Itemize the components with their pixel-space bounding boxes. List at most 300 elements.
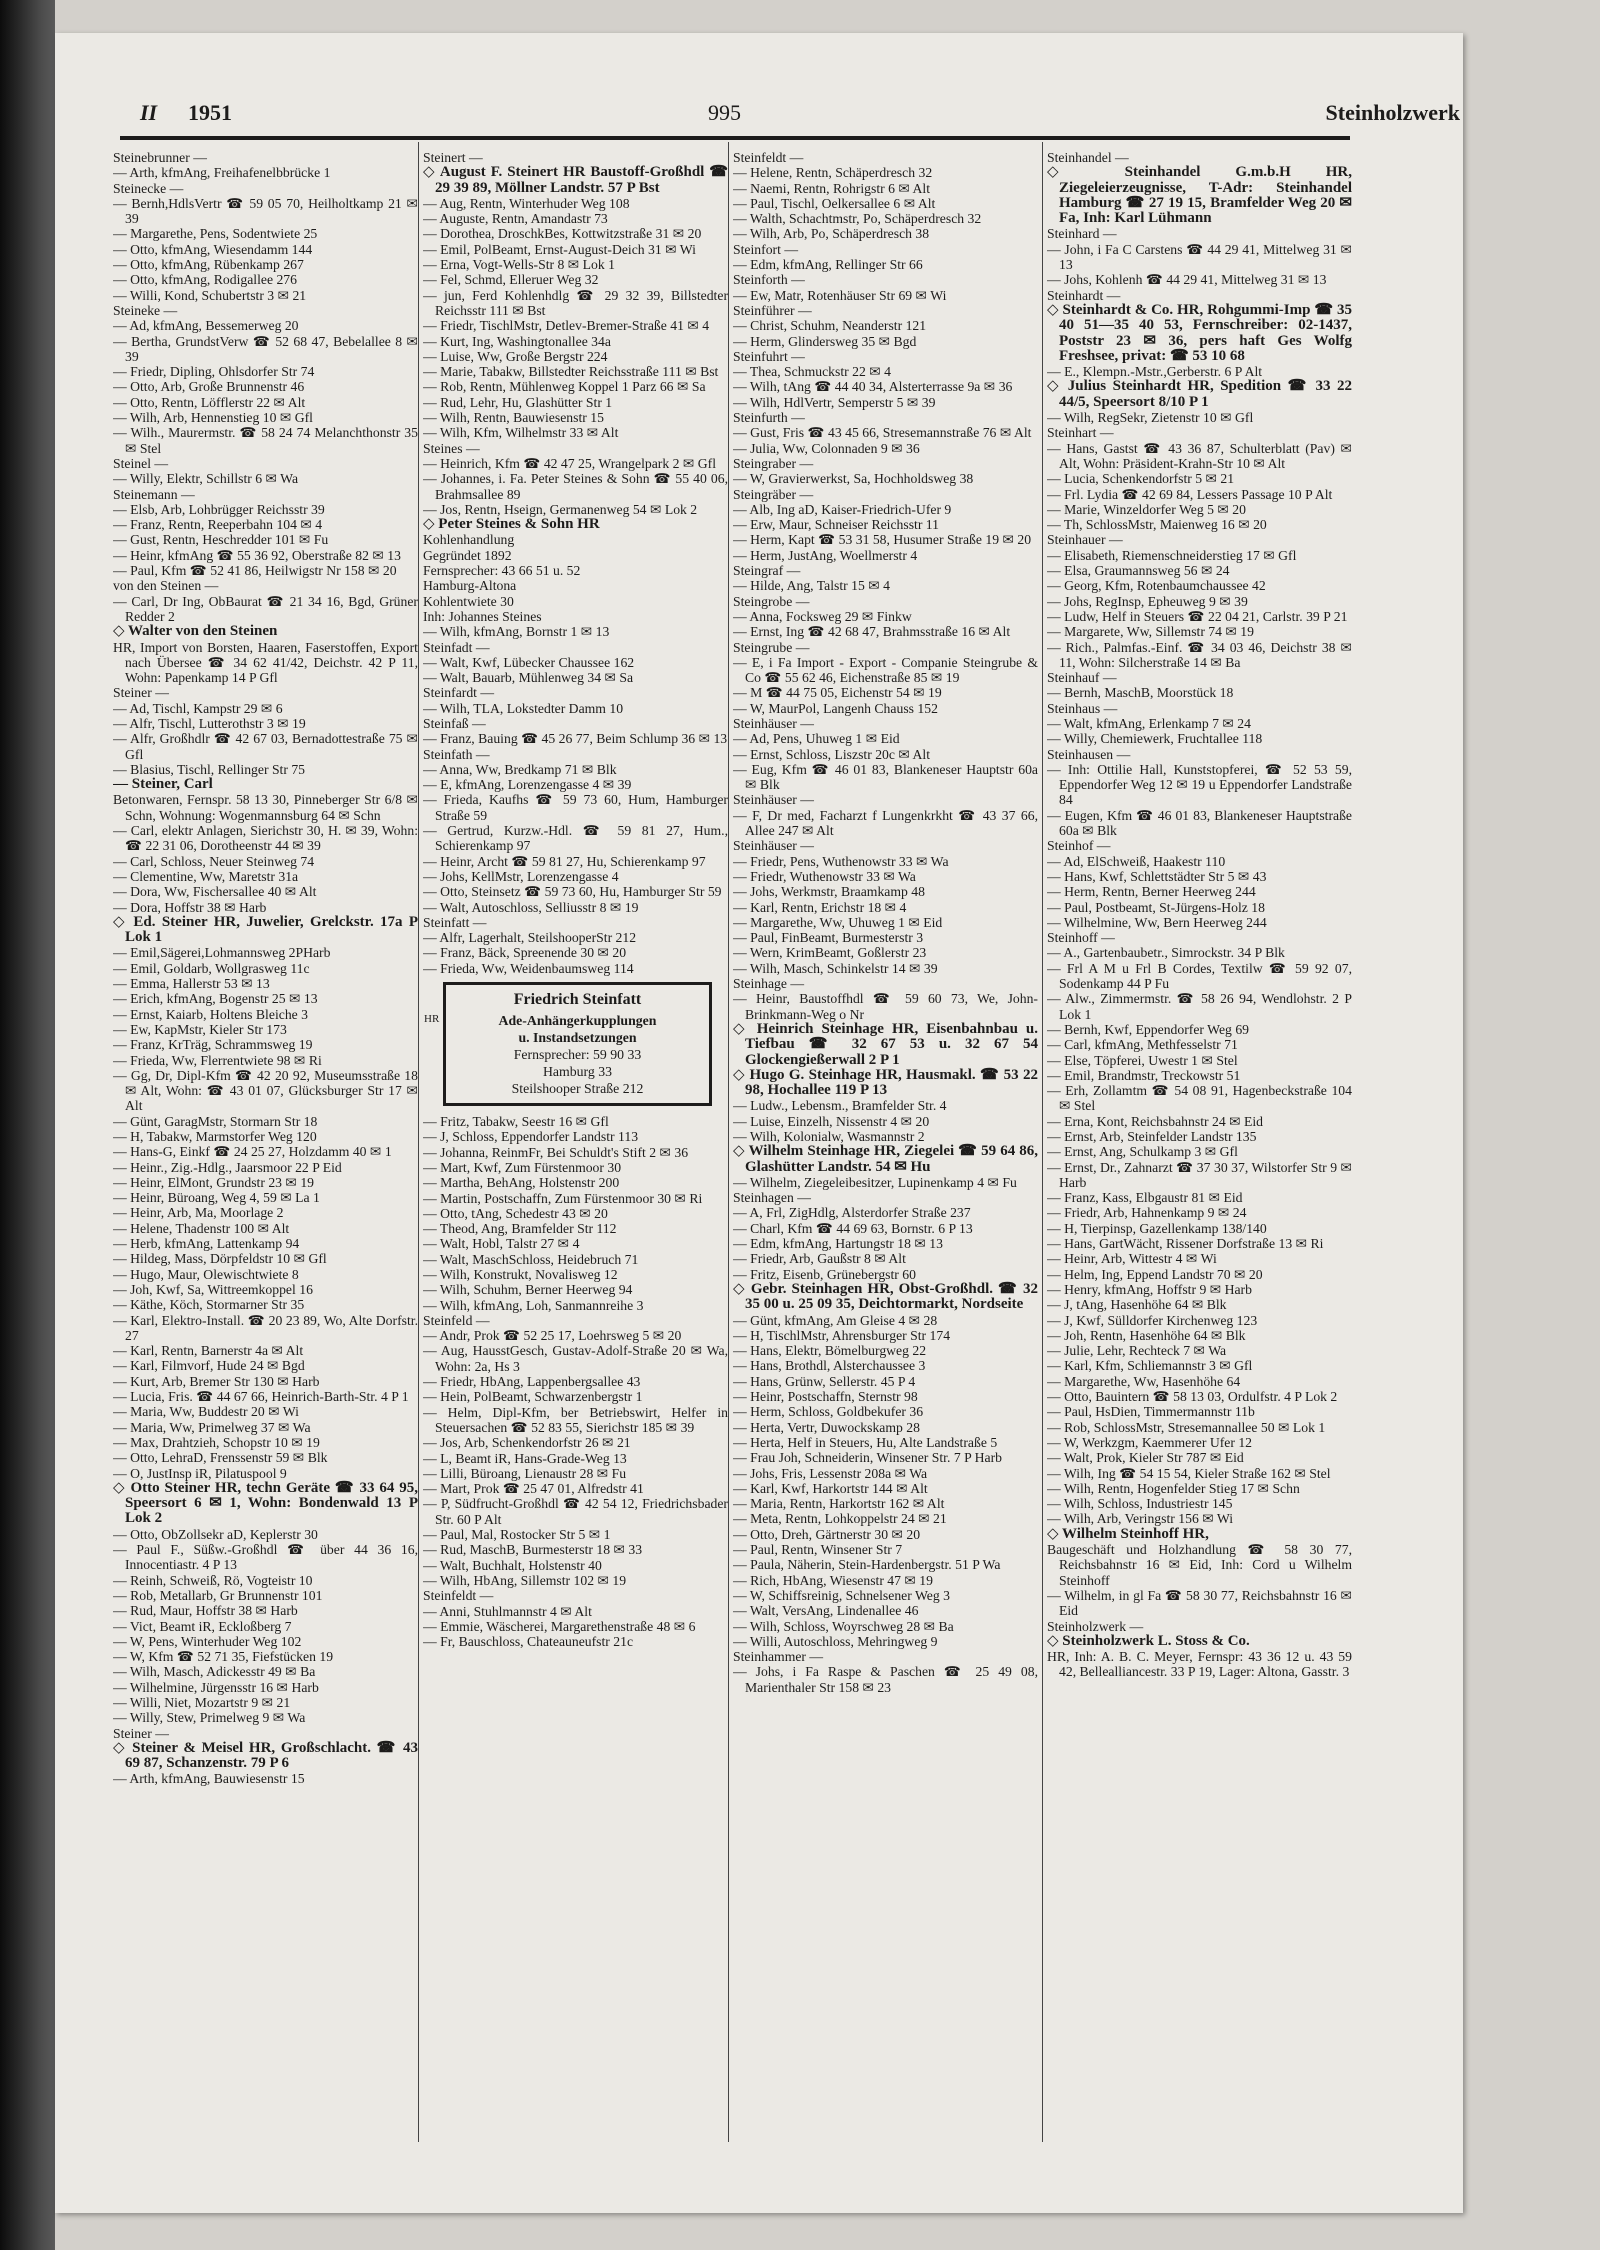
directory-entry: — H, Tierpinsp, Gazellenkamp 138/140 <box>1047 1220 1267 1236</box>
directory-entry: Steinecke — <box>113 180 184 196</box>
directory-entry: — Gust, Rentn, Heschredder 101 ✉ Fu <box>113 532 329 548</box>
directory-entry: — Johs, KellMstr, Lorenzengasse 4 <box>423 868 619 884</box>
directory-entry: Steinhart — <box>1047 425 1114 441</box>
directory-entry: — Paul, Rentn, Winsener Str 7 <box>733 1542 903 1558</box>
directory-entry: — Edm, kfmAng, Rellinger Str 66 <box>733 257 923 273</box>
directory-entry: — Hans, Grünw, Sellerstr. 45 P 4 <box>733 1373 916 1389</box>
directory-entry: — Emma, Hallerstr 53 ✉ 13 <box>113 976 270 992</box>
directory-entry: — Friedr, HbAng, Lappenbergsallee 43 <box>423 1374 641 1390</box>
directory-entry: — Joh, Kwf, Sa, Wittreemkoppel 16 <box>113 1281 313 1297</box>
directory-entry: ◇ Steinholzwerk L. Stoss & Co. <box>1047 1632 1250 1649</box>
directory-entry: — Heinr, Postschaffn, Sternstr 98 <box>733 1389 918 1405</box>
directory-entry: — Ernst, Kaiarb, Holtens Bleiche 3 <box>113 1006 309 1022</box>
ad-company-name: Friedrich Steinfatt <box>513 991 642 1009</box>
directory-entry: — Herm, Rentn, Berner Heerweg 244 <box>1047 884 1256 900</box>
directory-entry: — Ernst, Arb, Steinfelder Landstr 135 <box>1047 1129 1257 1144</box>
directory-entry: — A., Gartenbaubetr., Simrockstr. 34 P Blk <box>1047 945 1285 961</box>
directory-entry: — Rud, MaschB, Burmesterstr 18 ✉ 33 <box>423 1542 643 1558</box>
directory-entry: ◇ Heinrich Steinhage HR, Eisenbahnbau u. Tiefbau ☎ 32 67 53 u. 32 67 54 Glockengießerwall 2 P 1 <box>733 1020 1038 1068</box>
directory-entry: Steinfatt — <box>423 914 487 930</box>
directory-entry: Steinhäuser — <box>733 792 814 808</box>
directory-entry: — Karl, Kwf, Harkortstr 144 ✉ Alt <box>733 1480 928 1496</box>
directory-entry: Inh: Johannes Steines <box>423 608 542 624</box>
directory-entry: — Franz, KrTräg, Schrammsweg 19 <box>113 1037 313 1053</box>
directory-entry: — Rob, SchlossMstr, Stresemannallee 50 ✉ Lok 1 <box>1047 1419 1326 1435</box>
directory-entry: Steinfurth — <box>733 410 805 426</box>
directory-entry: — Georg, Kfm, Rotenbaumchaussee 42 <box>1047 578 1266 594</box>
directory-entry: — Wilhelmine, Ww, Bern Heerweg 244 <box>1047 914 1267 930</box>
directory-entry: — Auguste, Rentn, Amandastr 73 <box>423 211 608 227</box>
directory-entry: — Rich., Palmfas.-Einf. ☎ 34 03 46, Deichstr 38 ✉ 11, Wohn: Silcherstraße 14 ✉ Ba <box>1047 639 1352 670</box>
directory-entry: — Willy, Elektr, Schillstr 6 ✉ Wa <box>113 471 299 487</box>
directory-entry: — Joh, Rentn, Hasenhöhe 64 ✉ Blk <box>1047 1327 1246 1343</box>
directory-entry: Steineke — <box>113 302 178 318</box>
directory-entry: — Rud, Lehr, Hu, Glashütter Str 1 <box>423 394 613 410</box>
directory-entry: — Herta, Helf in Steuers, Hu, Alte Landstraße 5 <box>733 1434 998 1450</box>
directory-entry: — Ad, kfmAng, Bessemerweg 20 <box>113 318 299 334</box>
directory-entry: Fernsprecher: 43 66 51 u. 52 <box>423 563 581 579</box>
directory-entry: — Julie, Lehr, Rechteck 7 ✉ Wa <box>1047 1343 1227 1359</box>
directory-entry: — Willi, Niet, Mozartstr 9 ✉ 21 <box>113 1694 291 1710</box>
directory-entry: — Wilh, Masch, Adickesstr 49 ✉ Ba <box>113 1664 316 1680</box>
directory-entry: — Mart, Prok ☎ 25 47 01, Alfredstr 41 <box>423 1481 644 1497</box>
directory-entry: Steingräber — <box>733 486 814 502</box>
directory-entry: — Otto, Dreh, Gärtnerstr 30 ✉ 20 <box>733 1526 921 1542</box>
column-3 <box>733 150 1038 2150</box>
directory-entry: — H, TischlMstr, Ahrensburger Str 174 <box>733 1327 951 1343</box>
directory-entry: — Margarete, Ww, Sillemstr 74 ✉ 19 <box>1047 624 1254 640</box>
directory-entry: — Dora, Hoffstr 38 ✉ Harb <box>113 899 267 915</box>
directory-entry: Steinhäuser — <box>733 715 814 731</box>
directory-entry: — Christ, Schuhm, Neanderstr 121 <box>733 318 927 334</box>
directory-entry: — Günt, GaragMstr, Stormarn Str 18 <box>113 1113 318 1129</box>
directory-entry: — Gertrud, Kurzw.-Hdl. ☎ 59 81 27, Hum., Schierenkamp 97 <box>423 823 728 854</box>
directory-entry: — Thea, Schmuckstr 22 ✉ 4 <box>733 364 891 380</box>
directory-entry: — Willi, Kond, Schubertstr 3 ✉ 21 <box>113 287 307 303</box>
directory-entry: — W, Gravierwerkst, Sa, Hochholdsweg 38 <box>733 471 974 487</box>
directory-entry: — Walth, Schachtmstr, Po, Schäperdresch 32 <box>733 211 982 227</box>
directory-entry: — Aug, Rentn, Winterhuder Weg 108 <box>423 195 630 211</box>
directory-entry: Steinhäuser — <box>733 838 814 854</box>
directory-entry: — Otto, LehraD, Frenssenstr 59 ✉ Blk <box>113 1450 328 1466</box>
directory-entry: — Anni, Stuhlmannstr 4 ✉ Alt <box>423 1603 592 1619</box>
directory-entry: — Erw, Maur, Schneiser Reichsstr 11 <box>733 517 939 533</box>
directory-entry: — Heinr, Baustoffhdl ☎ 59 60 73, We, John-Brinkmann-Weg o Nr <box>733 991 1038 1022</box>
directory-entry: — Otto, Arb, Große Brunnenstr 46 <box>113 379 305 395</box>
directory-entry: — Vict, Beamt iR, Eckloßberg 7 <box>113 1618 292 1634</box>
directory-entry: — Wilhelm, Ziegeleibesitzer, Lupinenkamp 4 ✉ Fu <box>733 1174 1017 1190</box>
directory-entry: — Walt, Buchhalt, Holstenstr 40 <box>423 1557 602 1573</box>
directory-entry: — Fritz, Tabakw, Seestr 16 ✉ Gfl <box>423 1114 609 1130</box>
directory-entry: — Helene, Thadenstr 100 ✉ Alt <box>113 1220 290 1236</box>
directory-entry: — Wilh, Kolonialw, Wasmannstr 2 <box>733 1129 925 1144</box>
directory-entry: Steinforth — <box>733 272 805 288</box>
directory-entry: — Arth, kfmAng, Freihafenelbbrücke 1 <box>113 165 331 181</box>
directory-entry: — Alfr, Großhdlr ☎ 42 67 03, Bernadottestraße 75 ✉ Gfl <box>113 731 418 762</box>
directory-entry: Steinfuhrt — <box>733 348 805 364</box>
directory-entry: — Frieda, Kaufhs ☎ 59 73 60, Hum, Hamburger Straße 59 <box>423 792 728 823</box>
volume-number: II <box>140 100 158 125</box>
directory-entry: — Anna, Ww, Bredkamp 71 ✉ Blk <box>423 761 617 777</box>
directory-entry: — Alb, Ing aD, Kaiser-Friedrich-Ufer 9 <box>733 501 952 517</box>
ad-hr-mark: HR <box>424 1013 440 1026</box>
directory-entry: — Walt, Bauarb, Mühlenweg 34 ✉ Sa <box>423 670 634 686</box>
directory-entry: — Rich, HbAng, Wiesenstr 47 ✉ 19 <box>733 1572 933 1588</box>
directory-entry: — Naemi, Rentn, Rohrigstr 6 ✉ Alt <box>733 180 930 196</box>
column-divider <box>418 142 419 2142</box>
directory-entry: — Wilh, Rentn, Bauwiesenstr 15 <box>423 410 604 426</box>
directory-entry: — Gg, Dr, Dipl-Kfm ☎ 42 20 92, Museumsstraße 18 ✉ Alt, Wohn: ☎ 43 01 07, Glücksburger Str 17 ✉ Alt <box>113 1067 418 1114</box>
directory-entry: — Lucia, Fris. ☎ 44 67 66, Heinrich-Barth-Str. 4 P 1 <box>113 1389 409 1405</box>
directory-entry: — Karl, Filmvorf, Hude 24 ✉ Bgd <box>113 1358 305 1374</box>
directory-entry: — Emmie, Wäscherei, Margarethenstraße 48 ✉ 6 <box>423 1618 696 1634</box>
directory-entry: Steinhoff — <box>1047 930 1115 946</box>
page-number: 995 <box>708 100 741 125</box>
directory-entry: — L, Beamt iR, Hans-Grade-Weg 13 <box>423 1450 627 1466</box>
directory-entry: — Otto, Bauintern ☎ 58 13 03, Ordulfstr. 4 P Lok 2 <box>1047 1389 1338 1405</box>
directory-entry: — Meta, Rentn, Lohkoppelstr 24 ✉ 21 <box>733 1511 947 1527</box>
directory-entry: ◇ Otto Steiner HR, techn Geräte ☎ 33 64 95, Speersort 6 ✉ 1, Wohn: Bondenwald 13 P Lok 2 <box>113 1479 418 1527</box>
directory-entry: — Carl, Schloss, Neuer Steinweg 74 <box>113 853 315 869</box>
directory-entry: — Mart, Kwf, Zum Fürstenmoor 30 <box>423 1159 622 1175</box>
directory-entry: — Maria, Ww, Buddestr 20 ✉ Wi <box>113 1404 299 1420</box>
directory-entry: — Paula, Näherin, Stein-Hardenbergstr. 51 P Wa <box>733 1557 1001 1573</box>
directory-entry: — Karl, Kfm, Schliemannstr 3 ✉ Gfl <box>1047 1358 1253 1374</box>
directory-entry: — Dora, Ww, Fischersallee 40 ✉ Alt <box>113 884 317 900</box>
directory-entry: — Ernst, Dr., Zahnarzt ☎ 37 30 37, Wilstorfer Str 9 ✉ Harb <box>1047 1159 1352 1190</box>
directory-entry: — Reinh, Schweiß, Rö, Vogteistr 10 <box>113 1572 313 1588</box>
directory-entry: — Herm, Glindersweg 35 ✉ Bgd <box>733 333 917 349</box>
directory-entry: — Ernst, Schloss, Liszstr 20c ✉ Alt <box>733 746 931 762</box>
directory-entry: — Eugen, Kfm ☎ 46 01 83, Blankeneser Hauptstraße 60a ✉ Blk <box>1047 807 1352 839</box>
directory-entry: — Fr, Bauschloss, Chateaunеufstr 21c <box>423 1634 634 1650</box>
directory-entry: Steiner — <box>113 685 169 701</box>
directory-entry: — Marie, Tabakw, Billstedter Reichsstraße 111 ✉ Bst <box>423 364 719 380</box>
directory-entry: — Julia, Ww, Colonnaden 9 ✉ 36 <box>733 440 920 456</box>
directory-entry: — Johanna, ReinmFr, Bei Schuldt's Stift 2 ✉ 36 <box>423 1144 689 1160</box>
directory-entry: — Emil,Sägerei,Lohmannsweg 2PHarb <box>113 945 331 961</box>
directory-entry: — Friedr, TischlMstr, Detlev-Bremer-Straße 41 ✉ 4 <box>423 318 710 334</box>
directory-entry: ◇ Wilhelm Steinhage HR, Ziegelei ☎ 59 64 86, Glashütter Landstr. 54 ✉ Hu <box>733 1143 1038 1175</box>
directory-entry: — Carl, kfmAng, Methfesselstr 71 <box>1047 1037 1238 1053</box>
directory-entry: Steinhard — <box>1047 226 1117 242</box>
directory-entry: — Herm, Kapt ☎ 53 31 58, Husumer Straße 19 ✉ 20 <box>733 532 1032 548</box>
column-divider <box>1042 142 1043 2142</box>
directory-entry: Steinhandel — <box>1047 150 1129 165</box>
directory-entry: Steinfort — <box>733 241 799 257</box>
directory-entry: — Otto, kfmAng, Rodigallee 276 <box>113 272 297 288</box>
directory-entry: — Alfr, Lagerhalt, SteilshooperStr 212 <box>423 930 637 946</box>
directory-entry: — Wilh, Kfm, Wilhelmstr 33 ✉ Alt <box>423 425 619 441</box>
directory-entry: — Friedr, Arb, Hahnenkamp 9 ✉ 24 <box>1047 1205 1247 1221</box>
directory-entry: — Carl, elektr Anlagen, Sierichstr 30, H. ✉ 39, Wohn: ☎ 22 31 06, Dorotheenstr 44 ✉ 39 <box>113 823 418 854</box>
directory-entry: ◇ Steiner & Meisel HR, Großschlacht. ☎ 43 69 87, Schanzenstr. 79 P 6 <box>113 1739 418 1772</box>
directory-entry: — Theod, Ang, Bramfelder Str 112 <box>423 1221 617 1237</box>
directory-entry: — Arth, kfmAng, Bauwiesenstr 15 <box>113 1771 305 1787</box>
advertisement-box <box>424 982 712 1106</box>
directory-entry: — Frl. Lydia ☎ 42 69 84, Lessers Passage 10 P Alt <box>1047 486 1333 502</box>
directory-entry: — Otto, Rentn, Löfflerstr 22 ✉ Alt <box>113 394 306 410</box>
directory-entry: — Wilh, Schloss, Woyrschweg 28 ✉ Ba <box>733 1618 954 1634</box>
directory-entry: — Alfr, Tischl, Lutterothstr 3 ✉ 19 <box>113 715 306 731</box>
directory-entry: — Erna, Kont, Reichsbahnstr 24 ✉ Eid <box>1047 1113 1263 1129</box>
directory-entry: — Paul, FinBeamt, Burmesterstr 3 <box>733 930 924 946</box>
directory-entry: — Alw., Zimmermstr. ☎ 58 26 94, Wendlohstr. 2 P Lok 1 <box>1047 991 1352 1022</box>
directory-entry: — Walt, Prok, Kieler Str 787 ✉ Eid <box>1047 1450 1244 1466</box>
directory-entry: — Johs, RegInsp, Epheuweg 9 ✉ 39 <box>1047 593 1248 609</box>
directory-entry: Steinfaß — <box>423 715 486 731</box>
directory-entry: — Johannes, i. Fa. Peter Steines & Sohn ☎ 55 40 06, Brahmsallee 89 <box>423 471 728 502</box>
directory-entry: Steinfadt — <box>423 639 490 655</box>
directory-entry: — Th, SchlossMstr, Maienweg 16 ✉ 20 <box>1047 517 1267 533</box>
directory-entry: — Otto, ObZollsekr aD, Keplerstr 30 <box>113 1526 318 1542</box>
directory-entry: — F, Dr med, Facharzt f Lungenkrkht ☎ 43 37 66, Allee 247 ✉ Alt <box>733 807 1038 839</box>
directory-entry: — J, Schloss, Eppendorfer Landstr 113 <box>423 1129 639 1145</box>
directory-entry: Steinhardt — <box>1047 287 1121 303</box>
directory-entry: — Herm, JustAng, Woellmerstr 4 <box>733 547 918 563</box>
directory-entry: — Henry, kfmAng, Hoffstr 9 ✉ Harb <box>1047 1281 1252 1297</box>
directory-entry: ◇ Hugo G. Steinhage HR, Hausmakl. ☎ 53 22 98, Hochallee 119 P 13 <box>733 1066 1038 1099</box>
directory-entry: — Carl, Dr Ing, ObBaurat ☎ 21 34 16, Bgd, Grüner Redder 2 <box>113 593 418 624</box>
directory-entry: — Wilh, Arb, Veringstr 156 ✉ Wi <box>1047 1511 1234 1527</box>
directory-entry: — Paul, Mal, Rostocker Str 5 ✉ 1 <box>423 1527 611 1543</box>
directory-entry: — Rud, Maur, Hoffstr 38 ✉ Harb <box>113 1603 298 1619</box>
directory-entry: — Elisabeth, Riemenschneiderstieg 17 ✉ Gfl <box>1047 547 1297 563</box>
directory-entry: Hamburg-Altona <box>423 578 517 594</box>
ad-line: Ade-Anhängerkupplungen <box>498 1013 657 1029</box>
ad-line: Hamburg 33 <box>542 1064 613 1080</box>
directory-entry: — Helm, Ing, Eppend Landstr 70 ✉ 20 <box>1047 1266 1263 1282</box>
directory-entry: — Hildeg, Mass, Dörpfeldstr 10 ✉ Gfl <box>113 1251 327 1267</box>
directory-entry: ◇ Julius Steinhardt HR, Spedition ☎ 33 22 44/5, Speersort 8/10 P 1 <box>1047 378 1352 410</box>
directory-entry: — Hans, Elektr, Bömelburgweg 22 <box>733 1343 927 1359</box>
directory-entry: — Otto, kfmAng, Rübenkamp 267 <box>113 257 304 273</box>
directory-entry: — Heinr, Arb, Ma, Moorlage 2 <box>113 1205 284 1221</box>
column-4 <box>1047 150 1352 2150</box>
directory-entry: — Paul, Postbeamt, St-Jürgens-Holz 18 <box>1047 899 1265 915</box>
directory-entry: — Kurt, Arb, Bremer Str 130 ✉ Harb <box>113 1373 320 1389</box>
header-rule <box>120 136 1350 140</box>
directory-entry: — Wilh, Masch, Schinkelstr 14 ✉ 39 <box>733 960 938 976</box>
directory-entry: — Friedr, Dipling, Ohlsdorfer Str 74 <box>113 364 315 380</box>
directory-entry: — Helene, Rentn, Schäperdresch 32 <box>733 165 933 181</box>
directory-entry: — Friedr, Wuthenowstr 33 ✉ Wa <box>733 868 916 884</box>
directory-entry: Baugeschäft und Holzhandlung ☎ 58 30 77, Reichsbahnstr 16 ✉ Eid, Inh: Cord u Wilhelm Steinhoff <box>1047 1542 1352 1588</box>
directory-entry: Steinhauer — <box>1047 532 1123 548</box>
directory-entry: — Bertha, GrundstVerw ☎ 52 68 47, Bebelallee 8 ✉ 39 <box>113 333 418 364</box>
directory-entry: — Bernh, Kwf, Eppendorfer Weg 69 <box>1047 1021 1250 1037</box>
directory-entry: — Margarethe, Ww, Uhuweg 1 ✉ Eid <box>733 914 943 930</box>
directory-entry: — Emil, Goldarb, Wollgrasweg 11c <box>113 960 310 976</box>
directory-entry: — H, Tabakw, Marmstorfer Weg 120 <box>113 1129 317 1144</box>
directory-entry: — Willy, Chemiewerk, Fruchtallee 118 <box>1047 731 1263 747</box>
directory-entry: — Aug, HausstGesch, Gustav-Adolf-Straße 20 ✉ Wa, Wohn: 2a, Hs 3 <box>423 1343 728 1374</box>
directory-entry: ◇ Wilhelm Steinhoff HR, <box>1047 1525 1209 1542</box>
directory-entry: — Walt, Hobl, Talstr 27 ✉ 4 <box>423 1236 580 1252</box>
directory-entry: — P, Südfrucht-Großhdl ☎ 42 54 12, Friedrichsbader Str. 60 P Alt <box>423 1496 728 1527</box>
page-header <box>120 98 1480 132</box>
directory-entry: — Helm, Dipl-Kfm, ber Betriebswirt, Helfer in Steuersachen ☎ 52 83 55, Sierichstr 185 ✉ 39 <box>423 1404 728 1435</box>
directory-entry: — Hans-G, Einkf ☎ 24 25 27, Holzdamm 40 ✉ 1 <box>113 1144 392 1160</box>
directory-entry: — Erh, Zollamtm ☎ 54 08 91, Hagenbeckstraße 104 ✉ Stel <box>1047 1083 1352 1114</box>
directory-entry: — Willy, Stew, Primelweg 9 ✉ Wa <box>113 1710 306 1726</box>
directory-entry: — Wilh, tAng ☎ 44 40 34, Alsterterrasse 9a ✉ 36 <box>733 379 1013 395</box>
directory-entry: — Ernst, Ing ☎ 42 68 47, Brahmsstraße 16 ✉ Alt <box>733 624 1011 640</box>
directory-entry: — Fel, Schmd, Elleruer Weg 32 <box>423 272 599 288</box>
directory-entry: — Ad, Tischl, Kampstr 29 ✉ 6 <box>113 700 283 716</box>
directory-entry: — Karl, Rentn, Erichstr 18 ✉ 4 <box>733 899 907 915</box>
directory-entry: — Wilh, Rentn, Hogenfelder Stieg 17 ✉ Schn <box>1047 1480 1300 1496</box>
directory-entry: — Käthe, Köch, Stormarner Str 35 <box>113 1297 305 1313</box>
ad-line: u. Instandsetzungen <box>518 1030 637 1046</box>
directory-entry: Steinhaus — <box>1047 700 1118 716</box>
directory-entry: — Wilh, kfmAng, Bornstr 1 ✉ 13 <box>423 624 610 640</box>
directory-entry: — Luise, Ww, Große Bergstr 224 <box>423 348 608 364</box>
directory-entry: — Paul F., Süßw.-Großhdl ☎ über 44 36 16, Innocentiastr. 4 P 13 <box>113 1542 418 1573</box>
directory-entry: — Maria, Rentn, Harkortstr 162 ✉ Alt <box>733 1496 945 1512</box>
directory-entry: — W, Schiffsreinig, Schnelsener Weg 3 <box>733 1587 950 1603</box>
directory-entry: — Hugo, Maur, Olewischtwiete 8 <box>113 1266 299 1282</box>
directory-entry: Steinhagen — <box>733 1190 811 1206</box>
directory-entry: Steingraber — <box>733 455 814 471</box>
directory-entry: — Willi, Autoschloss, Mehringweg 9 <box>733 1633 938 1649</box>
directory-entry: Steinhammer — <box>733 1649 824 1665</box>
directory-entry: — W, Werkzgm, Kaemmerer Ufer 12 <box>1047 1434 1253 1450</box>
directory-entry: — Franz, Rentn, Reeperbahn 104 ✉ 4 <box>113 517 323 533</box>
directory-entry: — W, Pens, Winterhuder Weg 102 <box>113 1633 302 1649</box>
directory-entry: — Frieda, Ww, Flerrentwiete 98 ✉ Ri <box>113 1052 322 1068</box>
directory-entry: — Walt, MaschSchloss, Heidebruch 71 <box>423 1251 639 1267</box>
directory-entry: — Erich, kfmAng, Bogenstr 25 ✉ 13 <box>113 991 318 1007</box>
directory-entry: — Paul, HsDien, Timmermannstr 11b <box>1047 1404 1255 1420</box>
directory-entry: — W, MaurPol, Langenh Chauss 152 <box>733 700 938 716</box>
directory-entry: Steinhof — <box>1047 838 1111 854</box>
directory-entry: — Heinr, Archt ☎ 59 81 27, Hu, Schierenkamp 97 <box>423 853 706 869</box>
directory-entry: Steingraf — <box>733 563 801 579</box>
directory-entry: von den Steinen — <box>113 578 219 594</box>
directory-entry: — E, i Fa Import - Export - Companie Steingrube & Co ☎ 55 62 46, Eichenstraße 85 ✉ 19 <box>733 654 1038 686</box>
directory-entry: — Wilh, HbAng, Sillemstr 102 ✉ 19 <box>423 1572 627 1588</box>
directory-entry: — Heinr, kfmAng ☎ 55 36 92, Oberstraße 82 ✉ 13 <box>113 547 401 563</box>
directory-entry: — Hans, Kwf, Schlettstädter Str 5 ✉ 43 <box>1047 868 1267 884</box>
directory-entry: — Frau Joh, Schneiderin, Winsener Str. 7 P Harb <box>733 1450 1002 1466</box>
directory-entry: — Franz, Bauing ☎ 45 26 77, Beim Schlump 36 ✉ 13 <box>423 731 728 747</box>
directory-entry: HR, Import von Borsten, Haaren, Faserstoffen, Export nach Übersee ☎ 34 62 41/42, Deichstr. 42 P 11, Wohn: Papenkamp 14 P Gfl <box>113 639 418 686</box>
directory-entry: — Otto, Steinsetz ☎ 59 73 60, Hu, Hamburger Str 59 <box>423 884 722 900</box>
directory-entry: — Ludw, Helf in Steuers ☎ 22 04 21, Carlstr. 39 P 21 <box>1047 608 1348 624</box>
directory-entry: — M ☎ 44 75 05, Eichenstr 54 ✉ 19 <box>733 685 942 701</box>
directory-entry: Steinhauf — <box>1047 670 1117 686</box>
directory-entry: Gegründet 1892 <box>423 547 512 563</box>
directory-entry: — Johs, Werkmstr, Braamkamp 48 <box>733 884 925 900</box>
directory-entry: — Walt, Autoschloss, Selliusstr 8 ✉ 19 <box>423 899 639 915</box>
running-title: Steinholzwerk <box>1325 100 1460 125</box>
directory-entry: — Günt, kfmAng, Am Gleise 4 ✉ 28 <box>733 1312 938 1328</box>
directory-entry: — Lilli, Büroang, Lienaustr 28 ✉ Fu <box>423 1465 627 1481</box>
directory-entry: — Emil, PolBeamt, Ernst-August-Deich 31 ✉ Wi <box>423 241 696 257</box>
directory-entry: — Friedr, Pens, Wuthenowstr 33 ✉ Wa <box>733 853 949 869</box>
directory-entry: — W, Kfm ☎ 52 71 35, Fiefstücken 19 <box>113 1649 334 1665</box>
directory-entry: ◇ August F. Steinert HR Baustoff-Großhdl ☎ 29 39 89, Möllner Landstr. 57 P Bst <box>423 164 728 196</box>
directory-entry: Kohlenhandlung <box>423 532 515 548</box>
directory-entry: — Otto, kfmAng, Wiesendamm 144 <box>113 241 313 257</box>
directory-entry: Steinert — <box>423 150 483 165</box>
directory-entry: Steinfeldt — <box>423 1588 494 1604</box>
directory-entry: — Franz, Kass, Elbgaustr 81 ✉ Eid <box>1047 1190 1243 1206</box>
directory-entry: — Wilhelm, in gl Fa ☎ 58 30 77, Reichsbahnstr 16 ✉ Eid <box>1047 1587 1352 1619</box>
directory-entry: Steinemann — <box>113 486 195 502</box>
directory-entry: — Emil, Brandmstr, Treсkowstr 51 <box>1047 1067 1241 1083</box>
directory-entry: — Charl, Kfm ☎ 44 69 63, Bornstr. 6 P 13 <box>733 1220 973 1236</box>
directory-entry: — Wilh, kfmAng, Loh, Sanmannreihe 3 <box>423 1297 644 1313</box>
directory-entry: — Wilh, Konstrukt, Novalisweg 12 <box>423 1267 618 1282</box>
directory-entry: Steinfardt — <box>423 685 495 701</box>
directory-entry: — Martin, Postschaffn, Zum Fürstenmoor 30 ✉ Ri <box>423 1190 703 1206</box>
directory-entry: — E, kfmAng, Lorenzengasse 4 ✉ 39 <box>423 777 632 793</box>
directory-entry: Kohlentwiete 30 <box>423 593 514 609</box>
directory-entry: — Bernh, MaschB, Moorstück 18 <box>1047 685 1234 701</box>
directory-entry: — Hans, Brothdl, Alsterchaussee 3 <box>733 1358 926 1374</box>
directory-entry: — Gust, Fris ☎ 43 45 66, Stresemannstraße 76 ✉ Alt <box>733 425 1032 441</box>
directory-entry: — Rob, Metallarb, Gr Brunnenstr 101 <box>113 1587 323 1603</box>
directory-entry: — Steiner, Carl <box>113 776 213 793</box>
directory-entry: — Heinr, ElMont, Grundstr 23 ✉ 19 <box>113 1174 315 1190</box>
directory-entry: — Herm, Schloss, Goldbekufer 36 <box>733 1404 924 1420</box>
directory-entry: — Fritz, Eisenb, Grünebergstr 60 <box>733 1266 916 1282</box>
directory-entry: — Ernst, Ang, Schulkamp 3 ✉ Gfl <box>1047 1144 1238 1160</box>
directory-entry: ◇ Ed. Steiner HR, Juwelier, Grelckstr. 17a P Lok 1 <box>113 913 418 946</box>
directory-entry: — Elsb, Arb, Lohbrügger Reichsstr 39 <box>113 501 325 517</box>
directory-entry: — Heinr., Zig.-Hdlg., Jaarsmoor 22 P Eid <box>113 1159 342 1175</box>
directory-entry: — Max, Drahtzieh, Schopstr 10 ✉ 19 <box>113 1434 320 1450</box>
directory-entry: — Karl, Rentn, Barnerstr 4a ✉ Alt <box>113 1343 304 1359</box>
directory-entry: Steingrobe — <box>733 593 810 609</box>
directory-entry: — Heinrich, Kfm ☎ 42 47 25, Wrangelpark 2 ✉ Gfl <box>423 455 717 471</box>
directory-entry: — Erna, Vogt-Wells-Str 8 ✉ Lok 1 <box>423 257 615 273</box>
directory-entry: — Ad, Pens, Uhuweg 1 ✉ Eid <box>733 731 900 747</box>
directory-entry: — Luise, Einzelh, Nissenstr 4 ✉ 20 <box>733 1113 930 1129</box>
directory-entry: Steinebrunner — <box>113 150 207 165</box>
directory-entry: — Herta, Vertr, Duwockskamp 28 <box>733 1419 920 1435</box>
directory-entry: — Jos, Rentn, Hseign, Germanenweg 54 ✉ Lok 2 <box>423 501 698 517</box>
directory-entry: — Karl, Elektro-Install. ☎ 20 23 89, Wo, Alte Dorfstr. 27 <box>113 1312 418 1343</box>
column-divider <box>728 142 729 2142</box>
directory-entry: — Frieda, Ww, Weidenbaumsweg 114 <box>423 960 634 976</box>
directory-entry: — Ludw., Lebensm., Bramfelder Str. 4 <box>733 1098 947 1114</box>
directory-entry: — Otto, tAng, Schedestr 43 ✉ 20 <box>423 1205 608 1221</box>
directory-entry: ◇ Peter Steines & Sohn HR <box>423 516 600 533</box>
directory-entry: — Bernh,HdlsVertr ☎ 59 05 70, Heilholtkamp 21 ✉ 39 <box>113 195 418 227</box>
directory-entry: — jun, Ferd Kohlenhdlg ☎ 29 32 39, Billstedter Reichsstr 111 ✉ Bst <box>423 287 728 318</box>
directory-entry: — Maria, Ww, Primelweg 37 ✉ Wa <box>113 1419 311 1435</box>
directory-entry: — Wilh, RegSekr, Zietenstr 10 ✉ Gfl <box>1047 410 1254 426</box>
directory-entry: — Else, Töpferei, Uwestr 1 ✉ Stel <box>1047 1052 1238 1068</box>
column-2 <box>423 150 728 2150</box>
directory-entry: — Wilh, Arb, Po, Schäperdresch 38 <box>733 226 930 242</box>
directory-entry: — Lucia, Schenkendorfstr 5 ✉ 21 <box>1047 471 1235 487</box>
directory-entry: — Johs, Fris, Lessenstr 208a ✉ Wa <box>733 1465 928 1481</box>
directory-entry: Steinhage — <box>733 976 805 992</box>
directory-entry: — J, tAng, Hasenhöhe 64 ✉ Blk <box>1047 1297 1227 1313</box>
directory-entry: — Rob, Rentn, Mühlenweg Koppel 1 Parz 66 ✉ Sa <box>423 379 706 395</box>
directory-entry: Steinfath — <box>423 746 490 762</box>
directory-entry: HR, Inh: A. B. C. Meyer, Fernspr: 43 36 12 u. 43 59 42, Belleallianсestr. 33 P 19, Lager: Altona, Gasstr. 3 <box>1047 1649 1352 1680</box>
directory-entry: Steinholzwerk — <box>1047 1618 1144 1634</box>
directory-entry: Steinel — <box>113 455 169 471</box>
directory-entry: — Wilh, Schuhm, Berner Heerweg 94 <box>423 1282 633 1298</box>
directory-entry: — Elsa, Graumannsweg 56 ✉ 24 <box>1047 563 1230 579</box>
directory-entry: — A, Frl, ZigHdlg, Alsterdorfer Straße 237 <box>733 1205 971 1221</box>
